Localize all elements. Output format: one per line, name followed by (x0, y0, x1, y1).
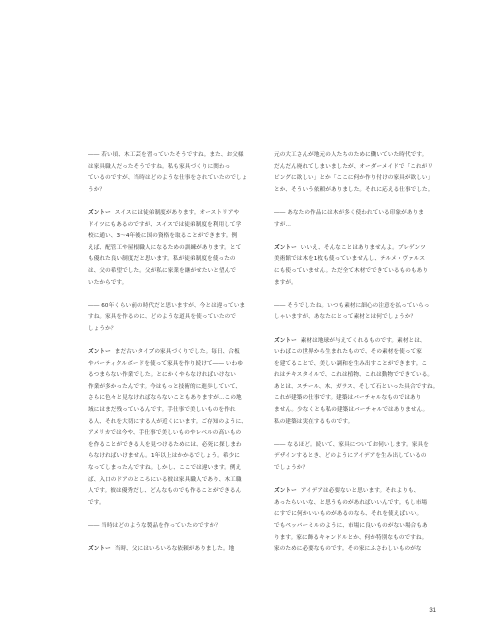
left-column (88, 150, 268, 567)
answer-paragraph (274, 336, 454, 429)
answer-paragraph (274, 243, 454, 289)
answer-text: まだ古いタイプの家具づくりでした。毎日、合板 やパーティクルボードを使って家具を作り続けて―― いわゆ るつまらない作業でした。とにかくやらなければいけない 作業が多かったんです。今はもっと技術的に進歩していて、 さらに色々と見なければならないこともありますが…この地 域にはまだ残っているんです。手仕事で美しいものを作れ る人、それを大切にする人が近くにいます。ご存知のように、 アメリカでは今や、手仕事で美しいものやレベルの高いもの を作ることができる人を見つけるためには、必死に探しまわ らなければいけません。1年以上はかかるでしょう。希少に なってしまったんですね。しかし、ここでは違います。例え ば、入口のドアのところにいる彼は家具職人であり、木工職 人です。彼は優秀だし、どんなものでも作ることができるん です。 (88, 349, 247, 506)
speaker-label: ズントー (274, 488, 297, 495)
speaker-label: ズントー (88, 209, 111, 216)
speaker-label: ズントー (88, 546, 111, 553)
question-paragraph: ―― あなたの作品には木が多く使われている印象がありま すが… (274, 209, 424, 228)
question-paragraph: ―― 当時はどのような製品を作っていたのですか？ (88, 523, 221, 529)
answer-text: 当時、父にはいろいろな依頼がありました。地 (114, 546, 235, 553)
question-paragraph: ―― 若い頃、木工芸を習っていたそうですね。また、お父様 は家具職人だったそうですね。私も家具づくりに関わっ ているのですが、当時はどのような仕事をされていたのでしょ うか？ (88, 152, 248, 193)
right-column (274, 150, 454, 567)
answer-paragraph (274, 486, 454, 556)
speaker-label: ズントー (274, 337, 297, 344)
question-paragraph: ―― なるほど。続いて、家具についてお伺いします。家具を デザインするとき、どのようにアイデアを生み出しているの でしょうか？ (274, 441, 429, 472)
answer-text: いいえ、そんなことはありませんよ。ブレゲンツ 美術館では木を1枚も使っていませんし、テルメ・ヴァルス にも使っていません。ただ全て木材でできているものもあり ますが。 (274, 244, 429, 286)
page-number: 31 (429, 608, 436, 614)
answer-text: スイスには徒弟制度があります。オーストリアや ドイツにもあるのですが、スイスでは徒弟制度を利用して学 校に通い、3～4年後に国の資格を取ることができます。例 えば、配管工や屋根職人になるための訓練があります。とて も優れた良い制度だと思います。私が徒弟制度を使ったの は、父の希望でした。父が私に家業を継がせたいと望んで いたからです。 (88, 209, 242, 286)
question-paragraph: ―― 60年くらい前の時代だと思いますが、今とは違っていま すね。家具を作るのに、どのような道具を使っていたので しょうか？ (88, 302, 246, 332)
answer-paragraph (88, 544, 268, 556)
speaker-label: ズントー (88, 349, 111, 356)
answer-text: アイデアは必要ないと思います。それよりも、 あったらいいな、と思うものがあればいいんです。もし市場 にすでに何かいいものがあるのなら、それを使えばいい。 でもペッパーミルのように、市場に良いものがない場合もあ ります。家に飾るキャンドルとか、何か特別なものですね。 家のために必要なものです。その家にふさわしいものがな (274, 488, 428, 553)
answer-paragraph (88, 208, 268, 289)
speaker-label: ズントー (274, 244, 297, 251)
answer-continuation: 元の大工さんが地元の人たちのために働いていた時代です。 だんだん廃れてしまいましたが、オーダーメイドで「これがリ ビングに欲しい」とか「ここに何か作り付けの家具が欲しい」 とか、そういう依頼がありました。それに応える仕事でした。 (274, 152, 434, 193)
answer-text: 素材は地球が与えてくれるものです。素材とは、 いわばこの世界から生まれたもので、その素材を使って家 を建てることで、美しい調和を生み出すことができます。こ れはテキスタイルで、これは植物、これは動物でできている。 あとは、スチール、木、ガラス、そして石といった具合ですね。 これが建築の仕事です。建築はバーチャルなものではあり ません。少なくとも私の建築はバーチャルではありません。 私の建築は実在するものです。 (274, 337, 439, 425)
answer-paragraph (88, 347, 268, 509)
question-paragraph: ―― そうでしたね。いつも素材に細心の注意を払っていらっ しゃいますが、あなたにとって素材とは何でしょうか？ (274, 302, 430, 321)
